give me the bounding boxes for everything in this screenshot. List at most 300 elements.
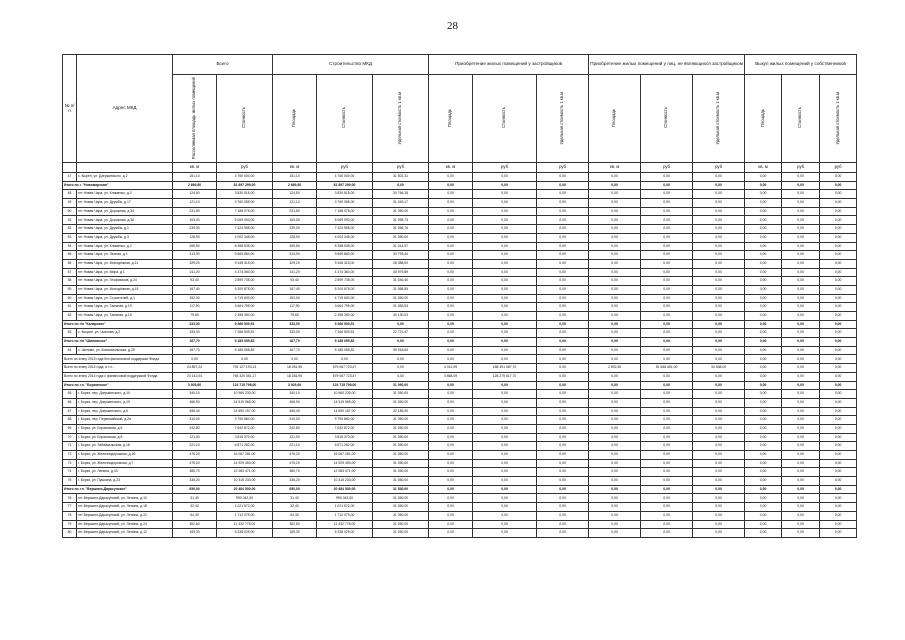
value-cell: 0,00 bbox=[589, 520, 641, 529]
value-cell: 0,00 bbox=[473, 494, 537, 503]
value-cell: 0,00 bbox=[820, 225, 857, 234]
value-cell: 1 712 079,00 bbox=[217, 511, 273, 520]
value-cell: 0,00 bbox=[820, 381, 857, 390]
value-cell: 32,40 bbox=[273, 503, 317, 512]
value-cell: 0,00 bbox=[782, 433, 820, 442]
value-cell: 0,00 bbox=[589, 511, 641, 520]
table-row bbox=[63, 468, 857, 477]
value-cell: 141,20 bbox=[273, 268, 317, 277]
value-cell: 0,00 bbox=[641, 268, 693, 277]
value-cell: 124,50 bbox=[273, 190, 317, 199]
value-cell: 0,00 bbox=[473, 312, 537, 321]
value-cell: 0,00 bbox=[745, 398, 782, 407]
value-cell: 335,20 bbox=[273, 477, 317, 486]
group-header-construction: Строительство МКД bbox=[273, 55, 429, 75]
value-cell: 0,00 bbox=[589, 433, 641, 442]
value-cell: 0,00 bbox=[782, 520, 820, 529]
value-cell: 0,00 bbox=[641, 338, 693, 347]
value-cell: 7 266 509,51 bbox=[317, 329, 373, 338]
value-cell: 0,00 bbox=[820, 338, 857, 347]
value-cell: 23 142,04 bbox=[173, 372, 217, 381]
value-cell: 31 098,73 bbox=[373, 216, 429, 225]
value-cell: 4 374 360,00 bbox=[317, 268, 373, 277]
row-address: пгт Новая Чара, ул. Лесная, д.1 bbox=[77, 251, 173, 260]
col-subheader-label: Удельная стоимость 1 кв.м bbox=[834, 91, 840, 145]
value-cell: 0,00 bbox=[693, 477, 745, 486]
value-cell: 51 648 451,00 bbox=[641, 364, 693, 373]
value-cell: 0,00 bbox=[782, 242, 820, 251]
value-cell: 0,00 bbox=[473, 485, 537, 494]
value-cell: 0,00 bbox=[820, 259, 857, 268]
value-cell: 0,00 bbox=[537, 451, 589, 460]
value-cell: 7 188 075,00 bbox=[217, 207, 273, 216]
value-cell: 4 719 600,00 bbox=[217, 294, 273, 303]
value-cell: 31 050,00 bbox=[373, 459, 429, 468]
value-cell: 18 281,95 bbox=[273, 372, 317, 381]
unit-cell: руб bbox=[820, 163, 857, 173]
value-cell: 24 857,24 bbox=[173, 364, 217, 373]
value-cell: 0,00 bbox=[693, 181, 745, 190]
value-cell: 0,00 bbox=[473, 320, 537, 329]
value-cell: 0,00 bbox=[373, 372, 429, 381]
value-cell: 380,70 bbox=[173, 468, 217, 477]
value-cell: 0,00 bbox=[429, 173, 473, 182]
col-subheader-label: Стоимость bbox=[663, 107, 669, 129]
unit-cell: руб bbox=[473, 163, 537, 173]
value-cell: 167,70 bbox=[173, 338, 217, 347]
value-cell: 81 897 299,00 bbox=[317, 181, 373, 190]
value-cell: 22 721,47 bbox=[373, 329, 429, 338]
col-header-no: № п/п bbox=[63, 55, 77, 163]
value-cell: 0,00 bbox=[537, 216, 589, 225]
value-cell: 0,00 bbox=[782, 372, 820, 381]
value-cell: 18 281,95 bbox=[273, 364, 317, 373]
value-cell: 0,00 bbox=[820, 346, 857, 355]
value-cell: 31 050,00 bbox=[373, 477, 429, 486]
value-cell: 31 049,17 bbox=[373, 199, 429, 208]
value-cell: 0,00 bbox=[473, 424, 537, 433]
value-cell: 0,00 bbox=[745, 173, 782, 182]
value-cell: 0,00 bbox=[429, 346, 473, 355]
value-cell: 0,00 bbox=[820, 503, 857, 512]
row-address: пгт Новая Чара, ул. Клименко, д.2 bbox=[77, 242, 173, 251]
col-subheader bbox=[429, 75, 473, 163]
value-cell: 0,00 bbox=[693, 459, 745, 468]
value-cell: 14 519 565,00 bbox=[317, 398, 373, 407]
value-cell: 0,00 bbox=[589, 485, 641, 494]
table-row bbox=[63, 442, 857, 451]
value-cell: 0,00 bbox=[782, 216, 820, 225]
value-cell: 0,00 bbox=[537, 503, 589, 512]
value-cell: 335,20 bbox=[173, 477, 217, 486]
value-cell: 0,00 bbox=[641, 294, 693, 303]
value-cell: 0,00 bbox=[820, 329, 857, 338]
value-cell: 0,00 bbox=[693, 173, 745, 182]
value-cell: 650,00 bbox=[173, 485, 217, 494]
value-cell: 31 050,00 bbox=[373, 529, 429, 538]
table-row bbox=[63, 424, 857, 433]
value-cell: 0,00 bbox=[641, 173, 693, 182]
row-number: 74 bbox=[63, 468, 77, 477]
row-number: 56 bbox=[63, 259, 77, 268]
value-cell: 0,00 bbox=[473, 390, 537, 399]
value-cell: 0,00 bbox=[641, 398, 693, 407]
value-cell: 0,00 bbox=[693, 199, 745, 208]
value-cell: 0,00 bbox=[782, 364, 820, 373]
row-label: Всего по этапу 2015 года без финансовой поддержки Фонда bbox=[63, 355, 173, 364]
table-row bbox=[63, 242, 857, 251]
row-number: 73 bbox=[63, 459, 77, 468]
value-cell: 0,00 bbox=[745, 242, 782, 251]
value-cell: 0,00 bbox=[473, 511, 537, 520]
table-row bbox=[63, 233, 857, 242]
row-address: г. Борзя, ул. Ленина, д.43 bbox=[77, 468, 173, 477]
value-cell: 30 979,89 bbox=[373, 268, 429, 277]
value-cell: 5 185 055,82 bbox=[317, 346, 373, 355]
value-cell: 4 719 600,00 bbox=[317, 294, 373, 303]
row-number: 75 bbox=[63, 477, 77, 486]
row-address: г. Борзя, пер. Первомайский, д.2а bbox=[77, 416, 173, 425]
value-cell: 0,00 bbox=[473, 503, 537, 512]
value-cell: 0,00 bbox=[745, 372, 782, 381]
value-cell: 0,00 bbox=[589, 268, 641, 277]
value-cell: 0,00 bbox=[537, 520, 589, 529]
subtotal-row bbox=[63, 485, 857, 494]
row-number: 54 bbox=[63, 242, 77, 251]
value-cell: 81 897 299,00 bbox=[217, 181, 273, 190]
value-cell: 31 050,00 bbox=[373, 207, 429, 216]
value-cell: 0,00 bbox=[641, 451, 693, 460]
value-cell: 0,00 bbox=[693, 494, 745, 503]
value-cell: 5 069 093,00 bbox=[217, 216, 273, 225]
value-cell: 0,00 bbox=[473, 259, 537, 268]
table-row bbox=[63, 312, 857, 321]
row-address: пгт Вершино-Дарасунский, ул. Ленина, д.12 bbox=[77, 529, 173, 538]
value-cell: 0,00 bbox=[589, 181, 641, 190]
value-cell: 152,00 bbox=[273, 294, 317, 303]
value-cell: 31 050,00 bbox=[373, 451, 429, 460]
group-header-buyout: Выкуп жилых помещений у собственников bbox=[745, 55, 857, 75]
value-cell: 0,00 bbox=[693, 416, 745, 425]
value-cell: 269,50 bbox=[173, 242, 217, 251]
value-cell: 456,40 bbox=[273, 407, 317, 416]
group-header-acq-non-developers: Приобретение жилых помещений у лиц, не являющихся застройщиком bbox=[589, 55, 745, 75]
row-address: пгт Новая Чара, ул. Дорожная, д.36 bbox=[77, 216, 173, 225]
value-cell: 0,00 bbox=[473, 433, 537, 442]
row-number: 57 bbox=[63, 268, 77, 277]
value-cell: 167,40 bbox=[173, 285, 217, 294]
table-row bbox=[63, 277, 857, 286]
value-cell: 0,00 bbox=[429, 294, 473, 303]
value-cell: 0,00 bbox=[693, 216, 745, 225]
value-cell: 0,00 bbox=[693, 294, 745, 303]
value-cell: 0,00 bbox=[782, 303, 820, 312]
value-cell: 0,00 bbox=[429, 216, 473, 225]
value-cell: 0,00 bbox=[429, 277, 473, 286]
value-cell: 0,00 bbox=[693, 346, 745, 355]
value-cell: 0,00 bbox=[820, 242, 857, 251]
value-cell: 0,00 bbox=[537, 181, 589, 190]
value-cell: 0,00 bbox=[537, 346, 589, 355]
value-cell: 30 918,63 bbox=[373, 346, 429, 355]
value-cell: 0,00 bbox=[429, 494, 473, 503]
value-cell: 0,00 bbox=[820, 320, 857, 329]
table-row bbox=[63, 407, 857, 416]
value-cell: 7 188 075,00 bbox=[317, 207, 373, 216]
value-cell: 0,00 bbox=[589, 442, 641, 451]
row-number: 76 bbox=[63, 494, 77, 503]
value-cell: 456,40 bbox=[173, 407, 217, 416]
unit-cell: кв. м bbox=[173, 163, 217, 173]
value-cell: 0,00 bbox=[745, 303, 782, 312]
value-cell: 128,90 bbox=[173, 233, 217, 242]
value-cell: 0,00 bbox=[782, 320, 820, 329]
value-cell: 0,00 bbox=[589, 190, 641, 199]
value-cell: 3 815 370,00 bbox=[217, 433, 273, 442]
subheader-row bbox=[63, 75, 857, 163]
table-row bbox=[63, 433, 857, 442]
value-cell: 0,00 bbox=[820, 398, 857, 407]
value-cell: 792 127 193,13 bbox=[217, 364, 273, 373]
value-cell: 0,00 bbox=[429, 199, 473, 208]
value-cell: 0,00 bbox=[745, 338, 782, 347]
value-cell: 990 042,00 bbox=[317, 494, 373, 503]
value-cell: 2 669,80 bbox=[273, 181, 317, 190]
value-cell: 310,00 bbox=[173, 416, 217, 425]
value-cell: 5 069 093,00 bbox=[317, 216, 373, 225]
value-cell: 0,00 bbox=[820, 285, 857, 294]
unit-cell: руб bbox=[782, 163, 820, 173]
value-cell: 124,50 bbox=[173, 190, 217, 199]
value-cell: 0,00 bbox=[693, 303, 745, 312]
row-address: пгт Новая Чара, ул. Молодёжная, д.15 bbox=[77, 285, 173, 294]
value-cell: 0,00 bbox=[537, 329, 589, 338]
value-cell: 0,00 bbox=[782, 485, 820, 494]
units-spacer bbox=[77, 163, 173, 173]
units-spacer bbox=[63, 163, 77, 173]
row-number: 59 bbox=[63, 285, 77, 294]
value-cell: 333,00 bbox=[173, 320, 217, 329]
value-cell: 0,00 bbox=[429, 520, 473, 529]
value-cell: 31 066,76 bbox=[373, 225, 429, 234]
value-cell: 0,00 bbox=[473, 277, 537, 286]
value-cell: 14 929 453,00 bbox=[317, 459, 373, 468]
value-cell: 0,00 bbox=[820, 294, 857, 303]
value-cell: 0,00 bbox=[589, 398, 641, 407]
value-cell: 0,00 bbox=[473, 233, 537, 242]
value-cell: 0,00 bbox=[745, 285, 782, 294]
value-cell: 128,90 bbox=[273, 233, 317, 242]
value-cell: 0,00 bbox=[745, 451, 782, 460]
value-cell: 0,00 bbox=[429, 459, 473, 468]
row-label: Итого по г.п. "Борзинское" bbox=[63, 381, 173, 390]
subtotal-row bbox=[63, 364, 857, 373]
row-label: Всего по этапу 2014 года, в т.ч.: bbox=[63, 364, 173, 373]
value-cell: 0,00 bbox=[473, 442, 537, 451]
value-cell: 163,00 bbox=[173, 216, 217, 225]
value-cell: 169,30 bbox=[173, 529, 217, 538]
row-label: Итого по г/п "Каларское" bbox=[63, 320, 173, 329]
value-cell: 0,00 bbox=[537, 303, 589, 312]
table-row bbox=[63, 251, 857, 260]
value-cell: 30 130,03 bbox=[373, 312, 429, 321]
value-cell: 0,00 bbox=[782, 416, 820, 425]
value-cell: 0,00 bbox=[589, 329, 641, 338]
value-cell: 0,00 bbox=[537, 225, 589, 234]
value-cell: 0,00 bbox=[537, 285, 589, 294]
value-cell: 0,00 bbox=[693, 320, 745, 329]
value-cell: 0,00 bbox=[473, 199, 537, 208]
value-cell: 0,00 bbox=[537, 355, 589, 364]
housing-resettlement-table bbox=[62, 54, 857, 538]
value-cell: 0,00 bbox=[589, 294, 641, 303]
value-cell: 0,00 bbox=[537, 477, 589, 486]
value-cell: 31 014,97 bbox=[373, 242, 429, 251]
col-subheader-label: Стоимость bbox=[241, 107, 247, 129]
value-cell: 0,00 bbox=[429, 181, 473, 190]
value-cell: 0,00 bbox=[641, 459, 693, 468]
table-row bbox=[63, 225, 857, 234]
value-cell: 12 083 471,00 bbox=[317, 468, 373, 477]
value-cell: 0,00 bbox=[693, 312, 745, 321]
value-cell: 0,00 bbox=[782, 225, 820, 234]
value-cell: 8 358 535,00 bbox=[217, 242, 273, 251]
value-cell: 0,00 bbox=[429, 511, 473, 520]
value-cell: 128 279 617,70 bbox=[473, 372, 537, 381]
value-cell: 0,00 bbox=[429, 485, 473, 494]
subtotal-row bbox=[63, 355, 857, 364]
value-cell: 0,00 bbox=[589, 494, 641, 503]
value-cell: 167,70 bbox=[173, 346, 217, 355]
unit-cell: кв. м bbox=[745, 163, 782, 173]
row-number: 60 bbox=[63, 294, 77, 303]
value-cell: 0,00 bbox=[641, 251, 693, 260]
value-cell: 169,30 bbox=[273, 529, 317, 538]
value-cell: 0,00 bbox=[537, 485, 589, 494]
value-cell: 0,00 bbox=[429, 320, 473, 329]
value-cell: 0,00 bbox=[641, 225, 693, 234]
table-row bbox=[63, 494, 857, 503]
value-cell: 31 050,00 bbox=[373, 294, 429, 303]
value-cell: 0,00 bbox=[820, 207, 857, 216]
value-cell: 151,10 bbox=[173, 173, 217, 182]
value-cell: 0,00 bbox=[693, 398, 745, 407]
value-cell: 0,00 bbox=[641, 381, 693, 390]
value-cell: 167,70 bbox=[273, 338, 317, 347]
value-cell: 0,00 bbox=[820, 216, 857, 225]
value-cell: 313,90 bbox=[273, 251, 317, 260]
table-row bbox=[63, 207, 857, 216]
value-cell: 31 530,00 bbox=[373, 485, 429, 494]
value-cell: 0,00 bbox=[745, 181, 782, 190]
value-cell: 0,00 bbox=[589, 285, 641, 294]
value-cell: 0,00 bbox=[589, 346, 641, 355]
value-cell: 0,00 bbox=[589, 207, 641, 216]
value-cell: 0,00 bbox=[641, 494, 693, 503]
value-cell: 0,00 bbox=[429, 329, 473, 338]
value-cell: 0,00 bbox=[782, 529, 820, 538]
value-cell: 0,00 bbox=[641, 303, 693, 312]
row-label: Итого по г.п. "Вершино-Дарасунское" bbox=[63, 485, 173, 494]
value-cell: 0,00 bbox=[641, 520, 693, 529]
value-cell: 0,00 bbox=[641, 312, 693, 321]
value-cell: 31,40 bbox=[173, 494, 217, 503]
value-cell: 117,90 bbox=[173, 303, 217, 312]
value-cell: 0,00 bbox=[641, 485, 693, 494]
value-cell: 31 050,00 bbox=[373, 511, 429, 520]
value-cell: 0,00 bbox=[693, 451, 745, 460]
value-cell: 0,00 bbox=[693, 285, 745, 294]
value-cell: 0,00 bbox=[589, 459, 641, 468]
value-cell: 0,00 bbox=[537, 424, 589, 433]
col-subheader-label: Удельная стоимость 1 кв.м bbox=[715, 91, 721, 145]
row-address: г. Борзя, ул. Железнодорожная, д.26 bbox=[77, 451, 173, 460]
value-cell: 0,00 bbox=[537, 173, 589, 182]
col-subheader-label: Площадь bbox=[447, 108, 453, 127]
value-cell: 765 320 351,17 bbox=[217, 372, 273, 381]
value-cell: 0,00 bbox=[429, 398, 473, 407]
value-cell: 0,00 bbox=[473, 398, 537, 407]
row-address: с. Шилово, ул. Комсомольская, д.25 bbox=[77, 346, 173, 355]
value-cell: 0,00 bbox=[429, 190, 473, 199]
value-cell: 0,00 bbox=[820, 233, 857, 242]
value-cell: 0,00 bbox=[537, 372, 589, 381]
value-cell: 28 388,00 bbox=[373, 259, 429, 268]
row-address: пгт Новая Чара, ул. Геофизиков, д.24 bbox=[77, 277, 173, 286]
value-cell: 0,00 bbox=[473, 216, 537, 225]
value-cell: 9 790 860,00 bbox=[217, 416, 273, 425]
value-cell: 34 538,00 bbox=[693, 364, 745, 373]
table-row bbox=[63, 173, 857, 182]
value-cell: 0,00 bbox=[473, 303, 537, 312]
value-cell: 269,50 bbox=[273, 242, 317, 251]
row-number: 69 bbox=[63, 424, 77, 433]
value-cell: 0,00 bbox=[473, 451, 537, 460]
value-cell: 0,00 bbox=[641, 511, 693, 520]
value-cell: 0,00 bbox=[537, 190, 589, 199]
value-cell: 0,00 bbox=[820, 312, 857, 321]
unit-cell: руб bbox=[373, 163, 429, 173]
value-cell: 0,00 bbox=[217, 355, 273, 364]
value-cell: 0,00 bbox=[641, 259, 693, 268]
value-cell: 0,00 bbox=[641, 477, 693, 486]
value-cell: 0,00 bbox=[537, 251, 589, 260]
value-cell: 9 345 315,00 bbox=[317, 259, 373, 268]
value-cell: 5 185 055,82 bbox=[317, 338, 373, 347]
value-cell: 0,00 bbox=[429, 285, 473, 294]
value-cell: 32,40 bbox=[173, 503, 217, 512]
value-cell: 0,00 bbox=[537, 338, 589, 347]
row-address: г. Борзя, ул. Борзинская, д.6 bbox=[77, 424, 173, 433]
value-cell: 14 690 157,00 bbox=[317, 407, 373, 416]
value-cell: 0,00 bbox=[745, 225, 782, 234]
row-address: пгт Вершино-Дарасунский, ул. Ленина, д.18 bbox=[77, 503, 173, 512]
value-cell: 0,00 bbox=[473, 242, 537, 251]
value-cell: 0,00 bbox=[782, 442, 820, 451]
value-cell: 0,00 bbox=[782, 181, 820, 190]
value-cell: 10 315 233,00 bbox=[217, 477, 273, 486]
unit-cell: руб bbox=[693, 163, 745, 173]
value-cell: 0,00 bbox=[429, 442, 473, 451]
table-row bbox=[63, 346, 857, 355]
value-cell: 31 050,00 bbox=[373, 390, 429, 399]
col-subheader bbox=[820, 75, 857, 163]
table-row bbox=[63, 216, 857, 225]
value-cell: 0,00 bbox=[537, 398, 589, 407]
value-cell: 239,00 bbox=[173, 225, 217, 234]
value-cell: 0,00 bbox=[429, 207, 473, 216]
value-cell: 0,00 bbox=[589, 312, 641, 321]
